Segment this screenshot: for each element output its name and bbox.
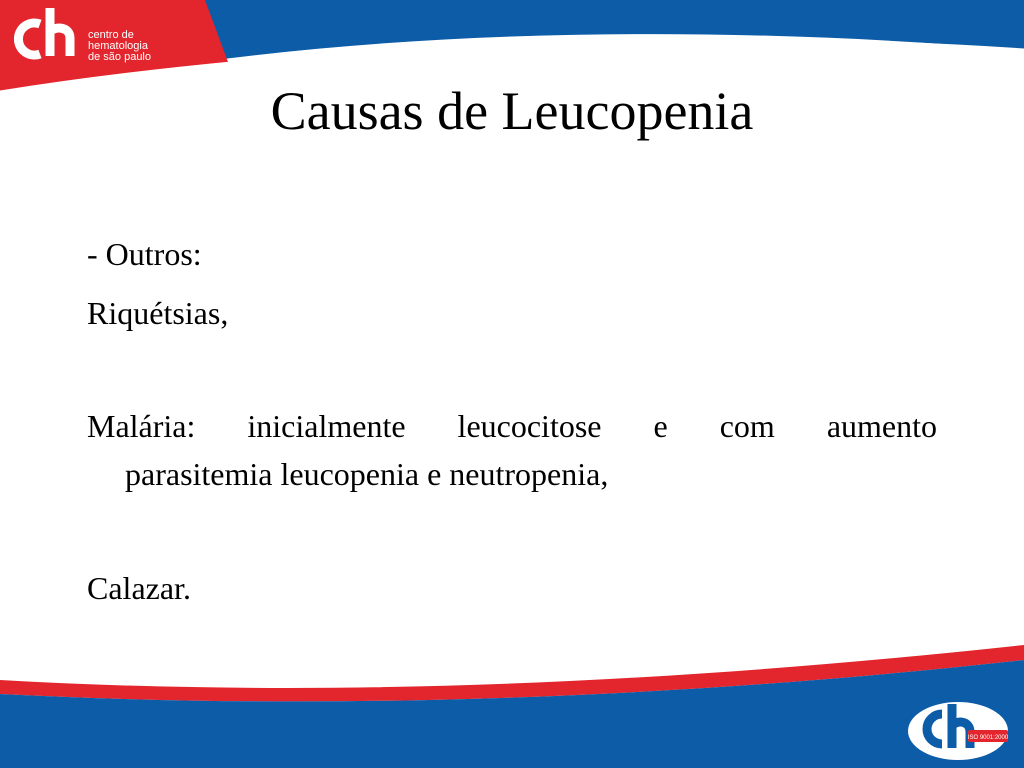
- ch-iso-logo-icon: [906, 700, 1010, 762]
- list-item-continuation: parasitemia leucopenia e neutropenia,: [125, 456, 609, 492]
- logo-top: [10, 4, 210, 74]
- bottom-blue-band: [0, 660, 1024, 768]
- ch-logo-icon: [10, 4, 80, 74]
- logo-line-2: hematologia: [88, 40, 148, 52]
- logo-line-1: centro de: [88, 29, 134, 41]
- list-item: - Outros:: [87, 236, 202, 272]
- logo-line-3: de são paulo: [88, 51, 151, 63]
- list-item: Riquétsias,: [87, 295, 229, 331]
- iso-badge-text: ISO 9001:2000: [967, 735, 1009, 741]
- list-item: Calazar.: [87, 570, 191, 606]
- list-item: Malária: inicialmente leucocitose e com aumento: [87, 408, 937, 444]
- logo-text: [88, 30, 151, 63]
- slide-title: Causas de Leucopenia: [270, 81, 754, 141]
